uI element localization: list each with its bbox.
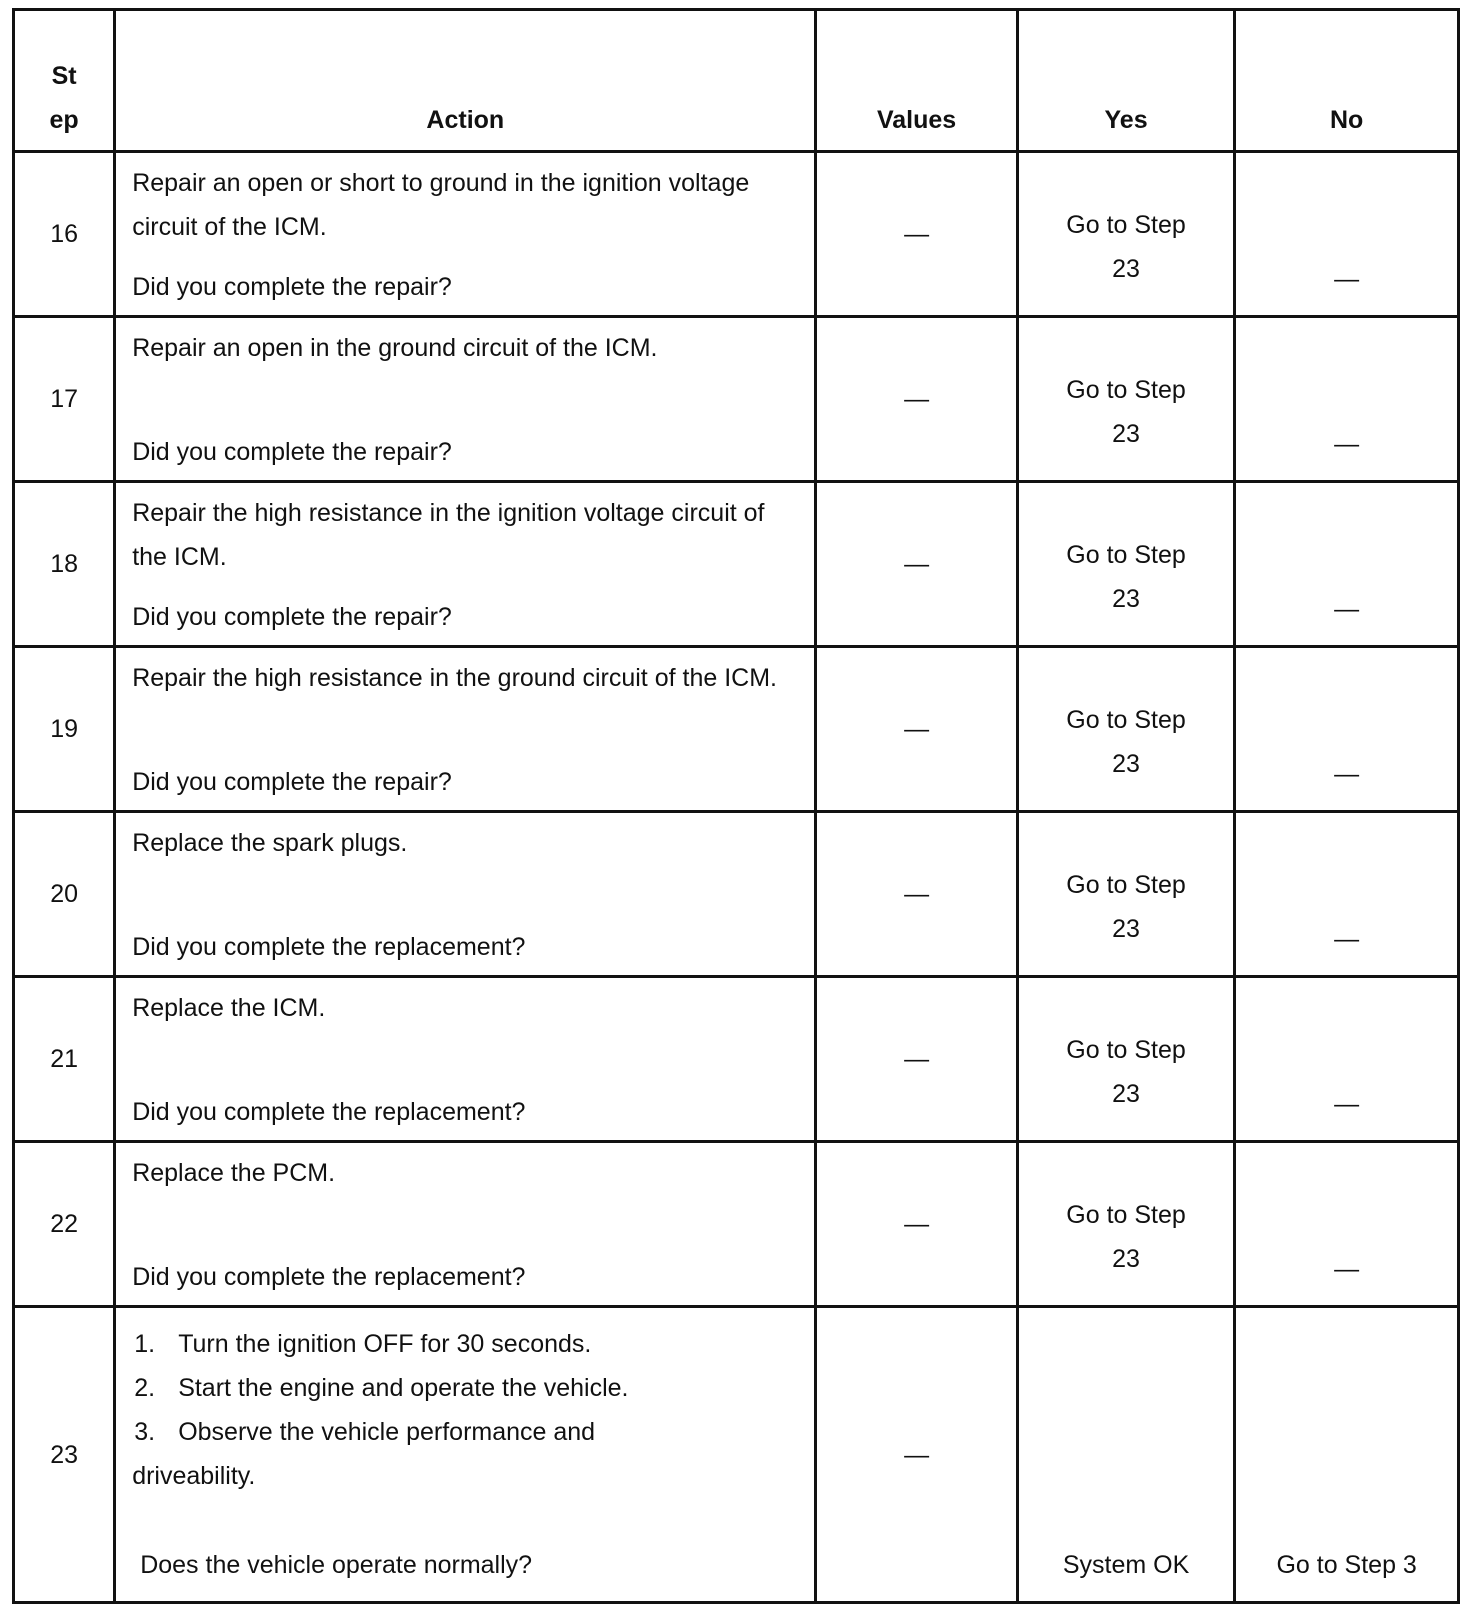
table-row	[14, 977, 1459, 1142]
values-cell: —	[816, 812, 1017, 977]
action-question: Did you complete the repair?	[132, 273, 452, 301]
yes-cell	[1017, 482, 1235, 647]
table-row	[14, 152, 1459, 317]
step-number: 22	[14, 1142, 115, 1307]
action-cell	[115, 977, 816, 1142]
action-cell	[115, 482, 816, 647]
action-text: Repair an open or short to ground in the ignition voltage circuit of the ICM.	[132, 169, 750, 241]
no-cell	[1235, 812, 1459, 977]
values-cell: —	[816, 977, 1017, 1142]
yes-goto-label: Go to Step	[1066, 211, 1186, 239]
diagnostic-steps-table	[12, 8, 1460, 1604]
action-question: Did you complete the repair?	[132, 603, 452, 631]
action-question: Did you complete the repair?	[132, 438, 452, 466]
table-row	[14, 317, 1459, 482]
values-cell: —	[816, 482, 1017, 647]
yes-goto-step: 23	[1112, 420, 1140, 448]
yes-goto-label: Go to Step	[1066, 1201, 1186, 1229]
header-step	[14, 10, 115, 152]
action-cell	[115, 152, 816, 317]
action-cell	[115, 317, 816, 482]
no-result: —	[1334, 1255, 1360, 1283]
action-question: Did you complete the replacement?	[132, 933, 526, 961]
yes-goto-step: 23	[1112, 915, 1140, 943]
action-text: Replace the spark plugs.	[132, 829, 408, 857]
action-question: Did you complete the repair?	[132, 768, 452, 796]
action-cell	[115, 1142, 816, 1307]
yes-goto-label: Go to Step	[1066, 541, 1186, 569]
list-item: 1. Turn the ignition OFF for 30 seconds.	[134, 1330, 592, 1358]
action-question: Does the vehicle operate normally?	[140, 1551, 533, 1579]
action-text: Repair the high resistance in the ignition voltage circuit of the ICM.	[132, 499, 765, 571]
no-cell	[1235, 482, 1459, 647]
header-action: Action	[115, 10, 816, 152]
yes-cell	[1017, 1307, 1235, 1603]
no-result: —	[1334, 265, 1360, 293]
yes-cell	[1017, 317, 1235, 482]
table-row	[14, 1142, 1459, 1307]
header-step-line2: ep	[49, 106, 79, 134]
yes-cell	[1017, 152, 1235, 317]
step-number: 17	[14, 317, 115, 482]
yes-cell	[1017, 977, 1235, 1142]
action-question: Did you complete the replacement?	[132, 1098, 526, 1126]
yes-cell	[1017, 812, 1235, 977]
action-question: Did you complete the replacement?	[132, 1263, 526, 1291]
no-result: Go to Step 3	[1276, 1551, 1417, 1579]
no-cell	[1235, 977, 1459, 1142]
step-number: 20	[14, 812, 115, 977]
yes-goto-step: 23	[1112, 1245, 1140, 1273]
values-cell: —	[816, 647, 1017, 812]
action-steps-list	[132, 1322, 804, 1498]
no-result: —	[1334, 1090, 1360, 1118]
step-number: 16	[14, 152, 115, 317]
table-header-row	[14, 10, 1459, 152]
list-item: 3. Observe the vehicle performance and	[134, 1418, 596, 1446]
list-item: 2. Start the engine and operate the vehicle.	[134, 1374, 629, 1402]
table-row	[14, 812, 1459, 977]
values-cell: —	[816, 1142, 1017, 1307]
action-text: Replace the ICM.	[132, 994, 326, 1022]
yes-goto-label: Go to Step	[1066, 1036, 1186, 1064]
action-cell	[115, 1307, 816, 1603]
yes-result: System OK	[1062, 1551, 1190, 1579]
step-number: 23	[14, 1307, 115, 1603]
header-step-line1: St	[51, 62, 77, 90]
step-number: 19	[14, 647, 115, 812]
header-yes: Yes	[1017, 10, 1235, 152]
yes-goto-label: Go to Step	[1066, 376, 1186, 404]
no-result: —	[1334, 430, 1360, 458]
step-number: 18	[14, 482, 115, 647]
no-result: —	[1334, 760, 1360, 788]
action-text: Repair the high resistance in the ground circuit of the ICM.	[132, 664, 777, 692]
values-cell: —	[816, 1307, 1017, 1603]
values-cell: —	[816, 152, 1017, 317]
no-cell	[1235, 1142, 1459, 1307]
no-result: —	[1334, 925, 1360, 953]
no-result: —	[1334, 595, 1360, 623]
header-values: Values	[816, 10, 1017, 152]
no-cell	[1235, 152, 1459, 317]
no-cell	[1235, 647, 1459, 812]
list-item-continuation: driveability.	[132, 1462, 256, 1490]
header-no: No	[1235, 10, 1459, 152]
yes-goto-step: 23	[1112, 1080, 1140, 1108]
yes-goto-step: 23	[1112, 585, 1140, 613]
yes-goto-step: 23	[1112, 255, 1140, 283]
no-cell	[1235, 317, 1459, 482]
yes-goto-label: Go to Step	[1066, 871, 1186, 899]
table-row	[14, 482, 1459, 647]
table-row	[14, 647, 1459, 812]
yes-goto-label: Go to Step	[1066, 706, 1186, 734]
action-text: Replace the PCM.	[132, 1159, 336, 1187]
action-cell	[115, 647, 816, 812]
yes-goto-step: 23	[1112, 750, 1140, 778]
values-cell: —	[816, 317, 1017, 482]
yes-cell	[1017, 647, 1235, 812]
yes-cell	[1017, 1142, 1235, 1307]
action-cell	[115, 812, 816, 977]
step-number: 21	[14, 977, 115, 1142]
table-row-step-23	[14, 1307, 1459, 1603]
action-text: Repair an open in the ground circuit of the ICM.	[132, 334, 658, 362]
no-cell	[1235, 1307, 1459, 1603]
